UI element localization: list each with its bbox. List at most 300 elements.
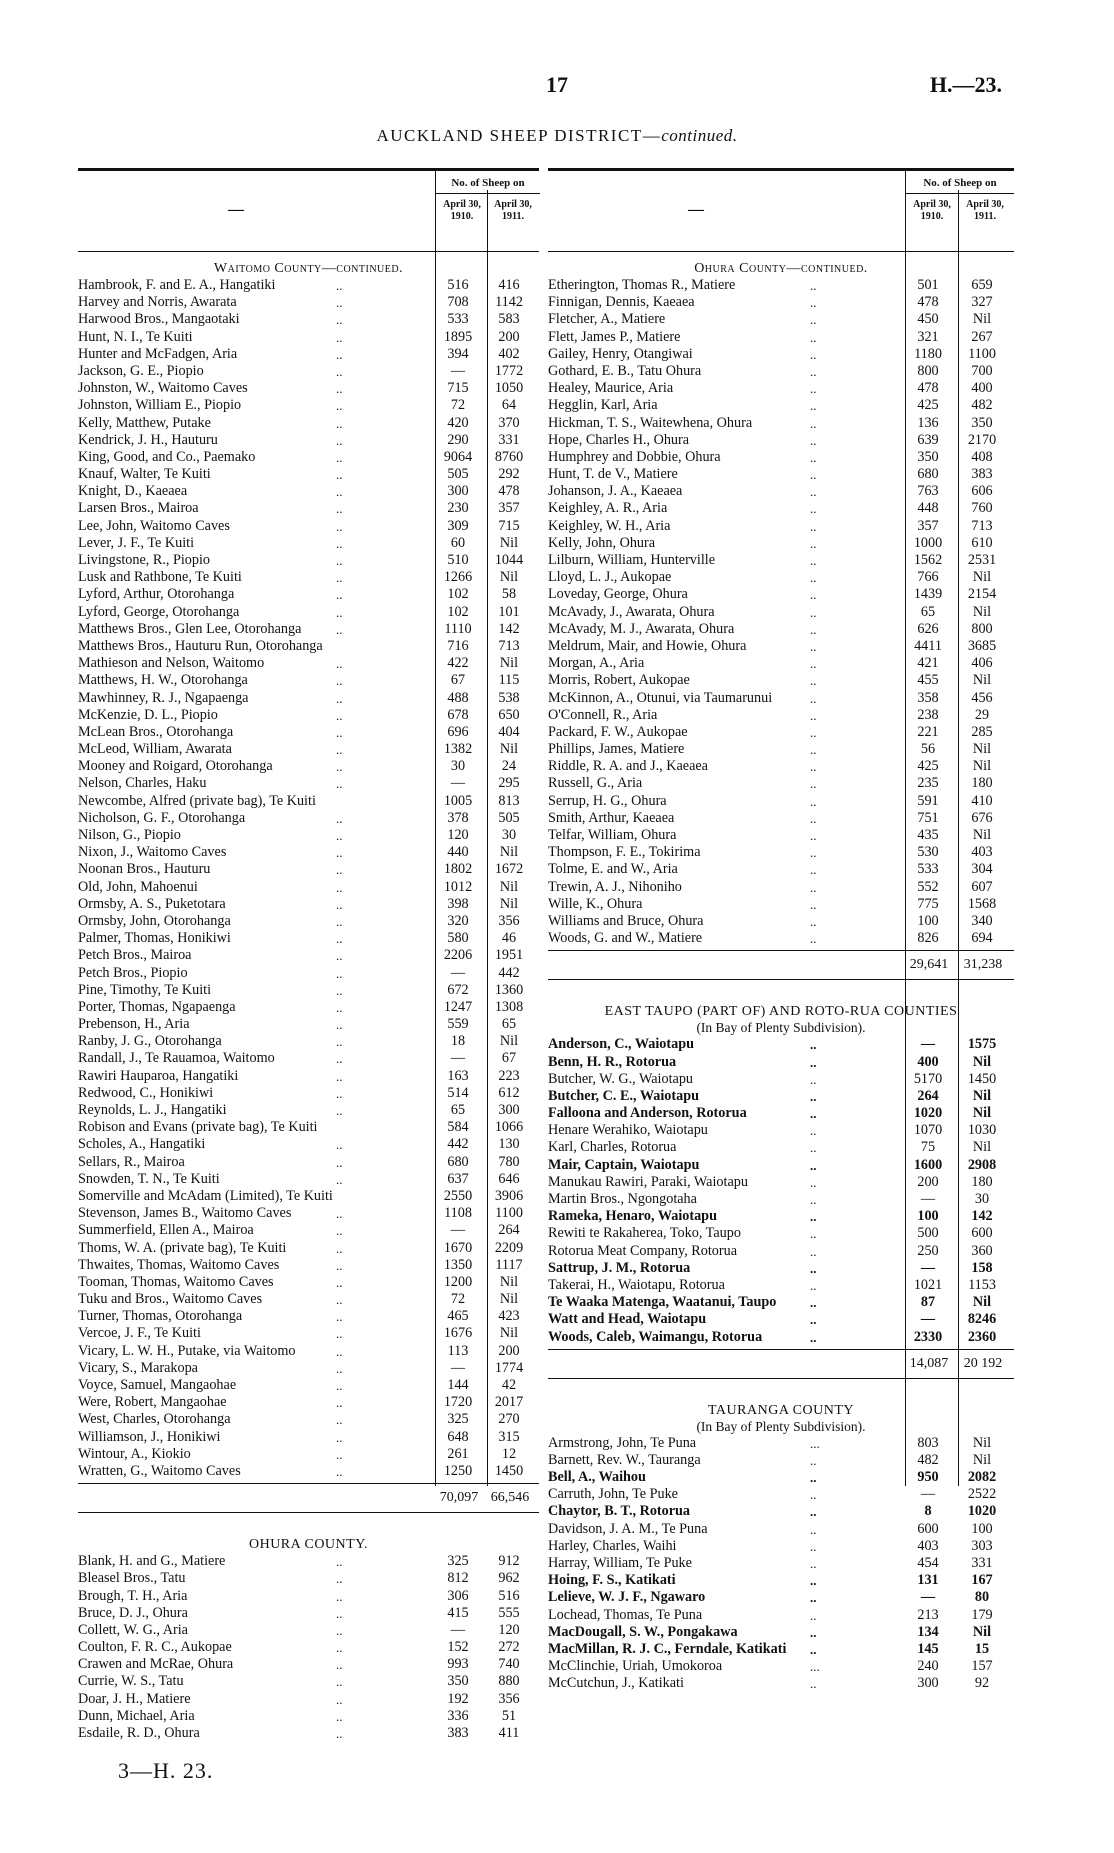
sheep-1910: 510: [447, 552, 469, 568]
table-row: [78, 1222, 539, 1239]
table-row: [548, 294, 1014, 311]
leader-dots: ..: [810, 329, 817, 345]
leader-dots: ..: [336, 604, 343, 620]
leader-dots: ..: [810, 295, 817, 311]
leader-dots: ..: [336, 1622, 343, 1638]
sheep-1910: 2330: [913, 1328, 943, 1345]
sheep-1910: 591: [917, 792, 939, 809]
leader-dots: ..: [810, 1641, 817, 1657]
leader-dots: ..: [336, 1292, 343, 1308]
entry-name: Harwood Bros., Mangaotaki: [78, 311, 240, 328]
leader-dots: ..: [810, 604, 817, 620]
sheep-1910: 72: [450, 397, 466, 414]
table-row: [548, 586, 1014, 603]
sheep-1910: 533: [917, 861, 939, 878]
entry-name: Sattrup, J. M., Rotorua: [548, 1259, 691, 1276]
sheep-1911: Nil: [972, 827, 992, 843]
entry-name: Sellars, R., Mairoa: [78, 1153, 185, 1170]
entry-name: Johnston, W., Waitomo Caves: [78, 380, 248, 397]
entry-name: Reynolds, L. J., Hangatiki: [78, 1102, 227, 1118]
sheep-1910: 9064: [443, 448, 473, 465]
sheep-1911: 1951: [494, 947, 524, 964]
sheep-1910: 18: [450, 1033, 466, 1050]
entry-name: Rewiti te Rakaherea, Toko, Taupo: [548, 1225, 741, 1242]
sheep-1910: 1200: [443, 1273, 473, 1290]
total-1911: 31,238: [963, 957, 1003, 973]
leader-dots: ..: [336, 828, 343, 843]
entry-name: Manukau Rawiri, Paraki, Waiotapu: [548, 1173, 748, 1190]
sheep-1911: 650: [498, 706, 520, 723]
sheep-1911: 478: [498, 483, 520, 500]
table-row: [548, 1294, 1014, 1311]
leader-dots: ..: [810, 1071, 817, 1087]
leader-dots: ..: [336, 1206, 343, 1222]
sheep-1910: 465: [447, 1308, 469, 1325]
entry-name: Bell, A., Waihou: [548, 1469, 646, 1486]
sheep-1911: Nil: [972, 603, 992, 620]
table-row: [548, 346, 1014, 363]
table-row: [548, 1311, 1014, 1328]
leader-dots: ..: [810, 449, 817, 465]
sheep-1911: 583: [498, 311, 520, 328]
entry-name: Ranby, J. G., Otorohanga: [78, 1033, 222, 1050]
sheep-1910: 306: [447, 1587, 469, 1604]
entry-name: Healey, Maurice, Aria: [548, 380, 674, 397]
section-heading: Waitomo County—continued.: [213, 261, 404, 276]
table-row: [78, 346, 539, 363]
sheep-1911: 482: [971, 397, 993, 414]
entry-name: Porter, Thomas, Ngapaenga: [78, 998, 236, 1015]
sheep-1910: 8: [924, 1503, 932, 1520]
sheep-1911: Nil: [972, 569, 992, 586]
table-row: [548, 1122, 1014, 1139]
sheep-1910: 221: [917, 723, 939, 740]
leader-dots: ..: [810, 432, 817, 448]
sheep-1910: 163: [447, 1067, 469, 1084]
col-1911-header: April 30, 1911.: [966, 199, 1004, 222]
sheep-1910: 394: [447, 345, 469, 362]
section-heading: OHURA COUNTY.: [248, 1537, 369, 1553]
left-table-body: [78, 252, 539, 1742]
table-row: [548, 1555, 1014, 1572]
table-row: [548, 1277, 1014, 1294]
entry-name: Doar, J. H., Matiere: [78, 1690, 191, 1707]
sheep-1910: 120: [447, 827, 469, 843]
sheep-1910: 751: [917, 809, 939, 826]
sheep-1910: 102: [447, 586, 469, 603]
sheep-1910: 826: [917, 930, 939, 947]
sheep-1911: 51: [501, 1707, 517, 1724]
sheep-1910: 993: [447, 1656, 469, 1673]
sheep-1910: 400: [917, 1053, 939, 1070]
leader-dots: ..: [810, 1556, 817, 1571]
entry-name: Were, Robert, Mangaohae: [78, 1394, 227, 1411]
leader-dots: ..: [336, 535, 343, 551]
leader-dots: ..: [336, 1657, 343, 1673]
leader-dots: ..: [810, 1573, 817, 1589]
sheep-1910: 1021: [913, 1276, 943, 1293]
sheep-header: No. of Sheep on: [435, 173, 540, 194]
table-row: [548, 311, 1014, 328]
sheep-1910: 2206: [443, 947, 473, 964]
total-1911: 20 192: [963, 1355, 1003, 1371]
sheep-1910: 264: [917, 1087, 939, 1104]
table-row: [78, 432, 539, 449]
sheep-1911: 1044: [494, 552, 524, 568]
table-row: [548, 775, 1014, 792]
table-row: [548, 552, 1014, 569]
sheep-1911: 676: [971, 809, 993, 826]
entry-name: Meldrum, Mair, and Howie, Ohura: [548, 637, 747, 654]
table-row: [78, 638, 539, 655]
sheep-1911: Nil: [499, 655, 519, 672]
sheep-1911: 350: [971, 414, 993, 431]
table-row: [78, 1291, 539, 1308]
sheep-1910: 448: [917, 500, 939, 517]
sheep-1910: 1247: [443, 998, 473, 1015]
section-heading: (In Bay of Plenty Subdivision).: [696, 1418, 866, 1434]
table-row: [78, 1691, 539, 1708]
entry-name: Nicholson, G. F., Otorohanga: [78, 809, 246, 826]
entry-name: Livingstone, R., Piopio: [78, 552, 211, 568]
sheep-1910: 455: [917, 672, 939, 689]
table-row: [78, 913, 539, 930]
right-table-body: [548, 252, 1014, 1693]
table-row: [548, 363, 1014, 380]
sheep-1910: 350: [917, 448, 939, 465]
table-row: [78, 947, 539, 964]
sheep-1911: 2154: [967, 586, 997, 603]
leader-dots: ..: [336, 879, 343, 895]
entry-name: Redwood, C., Honikiwi: [78, 1084, 214, 1101]
total-row: [548, 950, 1014, 980]
leader-dots: ..: [336, 501, 343, 517]
leader-dots: ..: [336, 1708, 343, 1724]
sheep-1911: 555: [498, 1604, 520, 1621]
entry-name: Randall, J., Te Rauamoa, Waitomo: [78, 1050, 275, 1067]
sheep-1910: 639: [917, 431, 939, 448]
entry-name: Newcombe, Alfred (private bag), Te Kuiti: [78, 792, 316, 809]
page-number: 17: [546, 72, 568, 97]
leader-dots: ..: [336, 295, 343, 311]
sheep-1911: 1100: [495, 1205, 523, 1222]
entry-name: Rameka, Henaro, Waiotapu: [548, 1208, 717, 1225]
table-row: [78, 1274, 539, 1291]
leader-dots: ..: [336, 1360, 343, 1376]
table-row: [78, 655, 539, 672]
entry-name: Tuku and Bros., Waitomo Caves: [78, 1291, 263, 1308]
table-row: [548, 1572, 1014, 1589]
sheep-1910: 325: [447, 1411, 469, 1428]
sheep-1910: 715: [447, 380, 469, 397]
leader-dots: ..: [810, 467, 817, 483]
sheep-1911: 315: [498, 1428, 520, 1445]
table-row: [548, 861, 1014, 878]
leader-dots: ..: [810, 1521, 817, 1537]
entry-name: Hunt, T. de V., Matiere: [548, 466, 678, 483]
leader-dots: ..: [336, 346, 343, 362]
table-row: [548, 1641, 1014, 1658]
leader-dots: ..: [336, 415, 343, 431]
sheep-1911: 912: [498, 1553, 520, 1570]
sheep-1911: 538: [498, 689, 520, 706]
table-row: [548, 1243, 1014, 1260]
entry-name: Harray, William, Te Puke: [548, 1555, 692, 1571]
sheep-1911: 100: [971, 1520, 993, 1537]
table-row: [78, 449, 539, 466]
sheep-1911: 516: [498, 1587, 520, 1604]
table-row: [78, 277, 539, 294]
table-row: [548, 844, 1014, 861]
entry-name: Vicary, S., Marakopa: [78, 1359, 198, 1376]
sheep-1911: 404: [498, 723, 520, 740]
leader-dots: ..: [810, 1157, 817, 1173]
sheep-1911: 12: [501, 1445, 517, 1462]
table-row: [78, 415, 539, 432]
sheep-1911: 1066: [494, 1119, 524, 1136]
sheep-1911: 360: [971, 1242, 993, 1259]
sheep-1910: 238: [917, 706, 939, 723]
table-row: [548, 913, 1014, 930]
entry-name: Mawhinney, R. J., Ngapaenga: [78, 689, 249, 706]
leader-dots: ..: [336, 965, 343, 981]
leader-dots: ..: [336, 484, 343, 500]
entry-name: Wintour, A., Kiokio: [78, 1445, 191, 1462]
sheep-1911: 295: [498, 775, 520, 792]
table-row: [78, 604, 539, 621]
sheep-1910: 584: [447, 1119, 469, 1136]
sheep-1911: 30: [974, 1191, 990, 1207]
sheep-1910: 300: [447, 483, 469, 500]
leader-dots: ..: [336, 381, 343, 397]
sheep-1910: 30: [450, 758, 466, 775]
entry-name: Dunn, Michael, Aria: [78, 1707, 195, 1724]
sheep-1910: 131: [917, 1572, 939, 1589]
leader-dots: ..: [810, 587, 817, 603]
table-row: [78, 483, 539, 500]
sheep-1910: 350: [447, 1673, 469, 1690]
table-row: [548, 415, 1014, 432]
leader-dots: ..: [810, 346, 817, 362]
sheep-1910: —: [450, 1222, 466, 1239]
table-row: [78, 758, 539, 775]
sheep-1911: 157: [971, 1658, 993, 1675]
sheep-1910: 680: [917, 466, 939, 483]
sheep-1910: 320: [447, 912, 469, 929]
table-row: [78, 1553, 539, 1570]
table-row: [548, 1105, 1014, 1122]
sheep-1911: 1030: [967, 1122, 997, 1139]
sheep-1911: Nil: [972, 1087, 992, 1104]
sheep-1911: 356: [498, 912, 520, 929]
section-heading: EAST TAUPO (PART OF) AND ROTO-RUA COUNTIES: [604, 1004, 958, 1020]
leader-dots: ..: [810, 931, 817, 947]
table-row: [78, 1639, 539, 1656]
table-row: [78, 1050, 539, 1067]
entry-name: Brough, T. H., Aria: [78, 1587, 188, 1604]
leader-dots: ..: [336, 707, 343, 723]
entry-name: Thwaites, Thomas, Waitomo Caves: [78, 1256, 280, 1273]
leader-dots: ..: [336, 1274, 343, 1290]
leader-dots: ..: [336, 1588, 343, 1604]
table-row: [548, 604, 1014, 621]
sheep-1911: 2531: [967, 552, 997, 568]
sheep-1911: 303: [971, 1537, 993, 1554]
leader-dots: ..: [810, 1504, 817, 1520]
leader-dots: ..: [336, 1726, 343, 1741]
entry-name: McAvady, J., Awarata, Ohura: [548, 603, 715, 620]
leader-dots: ..: [810, 1174, 817, 1190]
table-row: [548, 1435, 1014, 1452]
entry-name: Trewin, A. J., Nihoniho: [548, 878, 682, 895]
sheep-1910: 398: [447, 895, 469, 912]
sheep-1910: 383: [447, 1725, 469, 1741]
leader-dots: ..: [810, 1452, 817, 1468]
table-row: [548, 672, 1014, 689]
entry-name: Summerfield, Ellen A., Mairoa: [78, 1222, 254, 1239]
leader-dots: ..: [336, 467, 343, 483]
entry-name: Harvey and Norris, Awarata: [78, 294, 237, 311]
sheep-1910: 626: [917, 620, 939, 637]
sheep-1911: 740: [498, 1656, 520, 1673]
entry-name: Finnigan, Dennis, Kaeaea: [548, 294, 695, 311]
entry-name: Kelly, Matthew, Putake: [78, 414, 211, 431]
sheep-1911: Nil: [499, 741, 519, 758]
entry-name: Lyford, Arthur, Otorohanga: [78, 586, 235, 603]
entry-name: Wille, K., Ohura: [548, 895, 643, 912]
sheep-1910: 478: [917, 380, 939, 397]
leader-dots: ..: [336, 329, 343, 345]
table-row: [78, 535, 539, 552]
leader-dots: ..: [810, 398, 817, 414]
sheep-1910: 637: [447, 1170, 469, 1187]
leader-dots: ..: [336, 1554, 343, 1570]
entry-name: Currie, W. S., Tatu: [78, 1673, 184, 1690]
leader-dots: ..: [336, 518, 343, 534]
table-row: [78, 879, 539, 896]
sheep-1911: 2908: [967, 1156, 997, 1173]
sheep-1910: 1020: [913, 1105, 943, 1122]
leader-dots: ..: [336, 278, 343, 293]
leader-dots: ..: [336, 1171, 343, 1187]
sheep-1910: 100: [917, 1208, 939, 1225]
leader-dots: ..: [336, 398, 343, 414]
total-1910: 14,087: [909, 1355, 949, 1371]
sheep-1910: 309: [447, 517, 469, 534]
sheep-1911: Nil: [499, 1273, 519, 1290]
entry-name: Lusk and Rathbone, Te Kuiti: [78, 569, 242, 586]
entry-name: Bruce, D. J., Ohura: [78, 1604, 188, 1621]
leader-dots: ..: [336, 621, 343, 637]
sheep-1910: —: [450, 1621, 466, 1638]
leader-dots: ..: [810, 724, 817, 740]
table-row: [548, 741, 1014, 758]
table-row: [78, 672, 539, 689]
sheep-1911: 327: [971, 294, 993, 311]
table-row: [78, 311, 539, 328]
entry-name: Te Waaka Matenga, Waatanui, Taupo: [548, 1294, 777, 1311]
table-row: [548, 1260, 1014, 1277]
total-1910: 29,641: [909, 957, 949, 973]
sheep-1910: 152: [447, 1639, 469, 1656]
leader-dots: ..: [810, 913, 817, 929]
leader-dots: ..: [336, 553, 343, 568]
sheep-1910: —: [450, 1050, 466, 1067]
leader-dots: ..: [810, 638, 817, 654]
entry-name: Mooney and Roigard, Otorohanga: [78, 758, 273, 775]
entry-name: Rawiri Hauparoa, Hangatiki: [78, 1067, 239, 1084]
leader-dots: ..: [810, 673, 817, 689]
sheep-1911: 370: [498, 414, 520, 431]
entry-name: Esdaile, R. D., Ohura: [78, 1725, 200, 1741]
entry-name: Petch Bros., Piopio: [78, 964, 188, 981]
total-row: [548, 1349, 1014, 1379]
entry-name: Knight, D., Kaeaea: [78, 483, 188, 500]
table-row: [78, 380, 539, 397]
sheep-1911: 167: [971, 1572, 993, 1589]
sheep-1911: 58: [501, 586, 517, 603]
entry-name: Kendrick, J. H., Hauturu: [78, 431, 218, 448]
leader-dots: ..: [810, 278, 817, 293]
sheep-1911: 30: [501, 827, 517, 843]
entry-name: Woods, Caleb, Waimangu, Rotorua: [548, 1328, 763, 1345]
leader-dots: ..: [810, 810, 817, 826]
sheep-1910: 420: [447, 414, 469, 431]
table-row: [78, 707, 539, 724]
leader-dots: ..: [336, 1068, 343, 1084]
sheep-1910: 440: [447, 844, 469, 861]
sheep-1910: —: [450, 775, 466, 792]
leader-dots: ..: [336, 1257, 343, 1273]
leader-dots: ..: [810, 776, 817, 792]
sheep-1911: 264: [498, 1222, 520, 1239]
sheep-1911: 300: [498, 1102, 520, 1118]
entry-name: Harley, Charles, Waihi: [548, 1537, 677, 1554]
leader-dots: ..: [810, 1209, 817, 1225]
table-row: [78, 982, 539, 999]
page-reference: H.—23.: [929, 72, 1002, 97]
total-1910: 70,097: [439, 1490, 479, 1506]
table-row: [548, 896, 1014, 913]
leader-dots: ..: [336, 1154, 343, 1170]
sheep-1910: 680: [447, 1153, 469, 1170]
entry-name: Nelson, Charles, Haku: [78, 775, 207, 792]
sheep-1910: 2550: [443, 1187, 473, 1204]
sheep-1911: 400: [971, 380, 993, 397]
sheep-1911: 331: [971, 1555, 993, 1571]
leader-dots: ..: [810, 1226, 817, 1242]
table-row: [548, 1088, 1014, 1105]
leader-dots: ..: [810, 1676, 817, 1692]
sheep-1911: Nil: [972, 741, 992, 758]
table-row: [78, 1725, 539, 1742]
sheep-1911: Nil: [972, 1105, 992, 1122]
entry-name: Knauf, Walter, Te Kuiti: [78, 466, 211, 483]
table-row: [78, 1154, 539, 1171]
sheep-1911: 383: [971, 466, 993, 483]
entry-name: Lochead, Thomas, Te Puna: [548, 1606, 703, 1623]
leader-dots: ..: [336, 1571, 343, 1587]
sheep-1911: 270: [498, 1411, 520, 1428]
table-row: [78, 827, 539, 844]
sheep-1910: 600: [917, 1520, 939, 1537]
sheep-1911: 1050: [494, 380, 524, 397]
sheep-1911: 403: [971, 844, 993, 861]
footer-reference: 3—H. 23.: [118, 1758, 214, 1783]
table-row: [548, 930, 1014, 947]
sheep-1910: 1108: [444, 1205, 472, 1222]
entry-name: Somerville and McAdam (Limited), Te Kuiti: [78, 1187, 333, 1204]
